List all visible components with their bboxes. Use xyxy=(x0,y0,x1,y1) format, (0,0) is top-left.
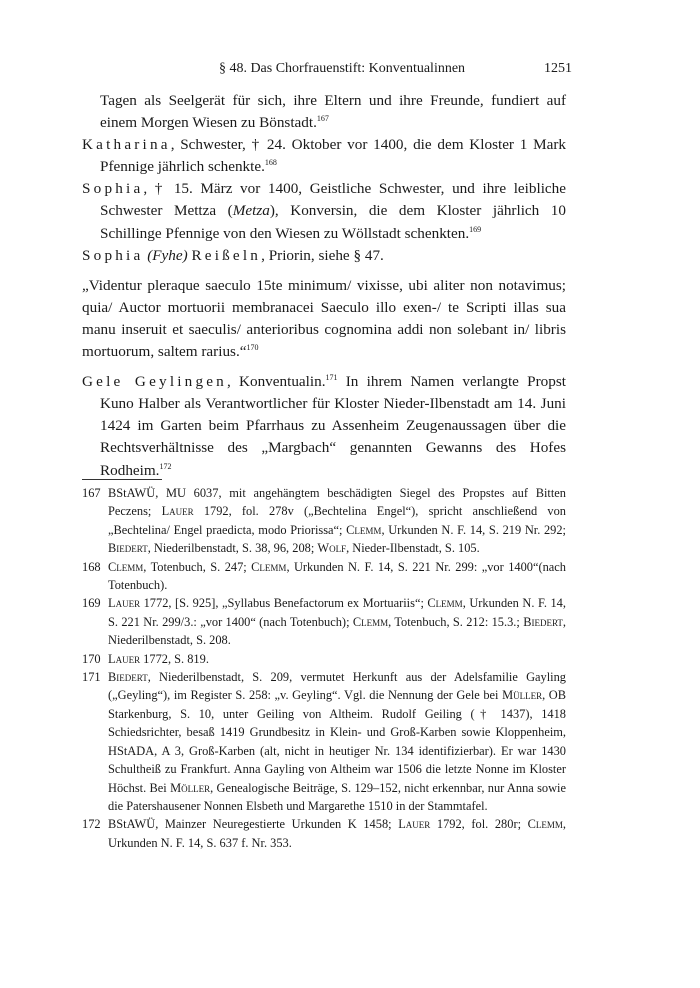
entry-name: Gele Geylingen xyxy=(82,373,227,391)
footnote-ref: 168 xyxy=(264,158,277,168)
running-header xyxy=(82,61,572,81)
author-name: Clemm xyxy=(427,596,463,611)
footnotes xyxy=(82,484,566,852)
footnote-170 xyxy=(82,650,566,668)
footnote-text: 1772, S. 819. xyxy=(140,651,209,666)
entry-gele xyxy=(82,371,566,481)
page-number: 1251 xyxy=(544,61,572,76)
footnote-169 xyxy=(82,594,566,649)
footnote-text: 1772, [S. 925], „Syllabus Benefactorum ex Mortuariis“; xyxy=(140,596,428,611)
footnote-text: , Niederilbenstadt, S. 38, 96, 208; xyxy=(147,541,318,556)
footnote-171 xyxy=(82,668,566,815)
entry-text: ), Konversin, die dem Kloster jährlich 10 Schillinge Pfennige von den Wiesen zu Wöllstadt schenkten. xyxy=(100,202,566,242)
footnote-ref: 169 xyxy=(469,224,482,234)
footnote-text: , Urkunden N. F. 14, S. 219 Nr. 292; xyxy=(381,522,566,537)
author-name: Lauer xyxy=(161,504,194,519)
entry-text: , Konventualin. xyxy=(226,373,326,391)
footnote-number: 167 xyxy=(82,486,101,500)
author-name: Lauer xyxy=(398,817,431,832)
footnote-text: , Genealogische Beiträge, S. 129–152, nicht erkennbar, nur Anna sowie die Patershausener Nonnen Elsbeth und Margarethe 1510 in der Stammtafel. xyxy=(108,780,567,813)
footnote-ref: 170 xyxy=(246,343,259,353)
footnote-168 xyxy=(82,558,566,595)
author-name: Clemm xyxy=(352,614,389,629)
footnote-text: , Urkunden N. F. 14, S. 221 Nr. 299: „vor 1400“(nach Totenbuch). xyxy=(108,559,566,593)
author-name: Clemm xyxy=(527,817,563,832)
author-name: Biedert xyxy=(108,670,148,685)
entry-italic: Metza xyxy=(232,202,270,220)
footnote-ref: 172 xyxy=(159,461,172,471)
footnote-text: , Urkunden N. F. 14, S. 221 Nr. 299/3.: „vor 1400“ (nach Totenbuch); xyxy=(108,596,566,629)
entry-text: , † 15. März vor 1400, Geistliche Schwester, und ihre leibliche Schwester Mettza ( xyxy=(100,180,566,220)
footnote-text: , OB Starkenburg, S. 10, unter Geiling von Altheim. Rudolf Geiling († 1437), 1418 Schiedsrichter, besaß 1419 Grundbesitz in Klein- und Groß-Karben sowie Kloppenheim, HStADA, A 3, Groß-Karben (alt, nicht in heutiger Nr. 134 identifizierbar). Er war 1430 Schultheiß zu Frankfurt. Anna Gayling von Altheim war 1506 die letzte Nonne im Kloster Höchst. Bei xyxy=(108,688,566,795)
footnote-text: , Niederilbenstadt, S. 209, vermutet Herkunft aus der Adelsfamilie Gayling („Geyling“), im Register S. 258: „v. Geyling“. Vgl. die Nennung der Gele bei xyxy=(108,670,566,703)
entry-name: Sophia xyxy=(82,246,144,264)
footnote-number: 169 xyxy=(82,596,101,611)
footnote-text: 1792, fol. 278v („Bechtelina Engel“), spricht anschließend von „Bechtelina/ Engel praedicta, modo Priorissa“; xyxy=(108,504,566,537)
author-name: Clemm xyxy=(108,559,144,574)
footnote-number: 171 xyxy=(82,670,101,685)
footnote-text: , Totenbuch, S. 247; xyxy=(143,559,252,574)
footnote-text: , Urkunden N. F. 14, S. 637 f. Nr. 353. xyxy=(108,817,566,850)
entry-name: Katharina xyxy=(82,136,171,154)
footnote-text: , Nieder-Ilbenstadt, S. 105. xyxy=(346,541,480,556)
author-name: Biedert xyxy=(108,541,148,556)
entry-name: Reißeln xyxy=(191,246,262,264)
entry-text: , Priorin, siehe § 47. xyxy=(261,246,384,264)
footnote-number: 168 xyxy=(82,559,101,574)
entry-sophia xyxy=(82,178,566,244)
footnote-text: , Niederilbenstadt, S. 208. xyxy=(108,614,567,648)
author-name: Möller xyxy=(170,780,211,795)
footnote-ref: 167 xyxy=(316,114,329,124)
footnote-divider xyxy=(82,479,162,480)
paragraph-text: Tagen als Seelgerät für sich, ihre Eltern und ihre Freunde, fundiert auf einem Morgen Wiesen zu Bönstadt. xyxy=(100,92,566,132)
entry-katharina xyxy=(82,134,566,178)
footnote-167 xyxy=(82,484,566,558)
footnote-172 xyxy=(82,815,566,852)
author-name: Müller xyxy=(502,688,543,703)
author-name: Clemm xyxy=(251,559,287,574)
entry-italic: (Fyhe) xyxy=(147,246,188,264)
footnote-text: 1792, fol. 280r; xyxy=(430,817,528,832)
main-text xyxy=(82,90,566,482)
entry-name: Sophia xyxy=(82,180,144,198)
footnote-number: 170 xyxy=(82,651,101,666)
author-name: Biedert xyxy=(523,614,563,629)
author-name: Clemm xyxy=(346,522,382,537)
latin-quote xyxy=(82,275,566,363)
entry-text: In ihrem Namen verlangte Propst Kuno Halber als Verantwortlicher für Kloster Nieder-Ilbenstadt am 14. Juni 1424 im Garten beim Pfarrhaus zu Assenheim Zeugenaussagen über die Rechtsverhältnisse des „Margbach“ genannten Gewanns des Hofes Rodheim. xyxy=(100,373,566,479)
entry-sophia-reisseln xyxy=(82,245,566,267)
running-title: § 48. Das Chorfrauenstift: Konventualinnen xyxy=(218,61,466,76)
author-name: Wolf xyxy=(317,541,347,556)
paragraph-continuation xyxy=(82,90,566,134)
footnote-text: BStAWÜ, MU 6037, mit angehängtem beschädigten Siegel des Propstes auf Bitten Peczens; xyxy=(108,486,566,519)
footnote-text: BStAWÜ, Mainzer Neuregestierte Urkunden K 1458; xyxy=(108,817,399,832)
footnote-text: , Totenbuch, S. 212: 15.3.; xyxy=(388,614,524,629)
author-name: Lauer xyxy=(108,651,141,666)
footnote-ref: 171 xyxy=(325,373,338,383)
author-name: Lauer xyxy=(108,596,141,611)
entry-text: , Schwester, † 24. Oktober vor 1400, die dem Kloster 1 Mark Pfennige jährlich schenkte. xyxy=(100,136,566,176)
quote-text: „Videntur pleraque saeculo 15te minimum/ vixisse, ubi aliter non notavimus; quia/ Auctor mortuorii membranacei Saeculo illo exen-/ te Scripti illas sua manu inseruit et saeculis/ anterioribus cognomina addi non solebant in/ libris mortuorum, saltem rarius.“ xyxy=(82,276,566,361)
footnote-number: 172 xyxy=(82,817,101,832)
